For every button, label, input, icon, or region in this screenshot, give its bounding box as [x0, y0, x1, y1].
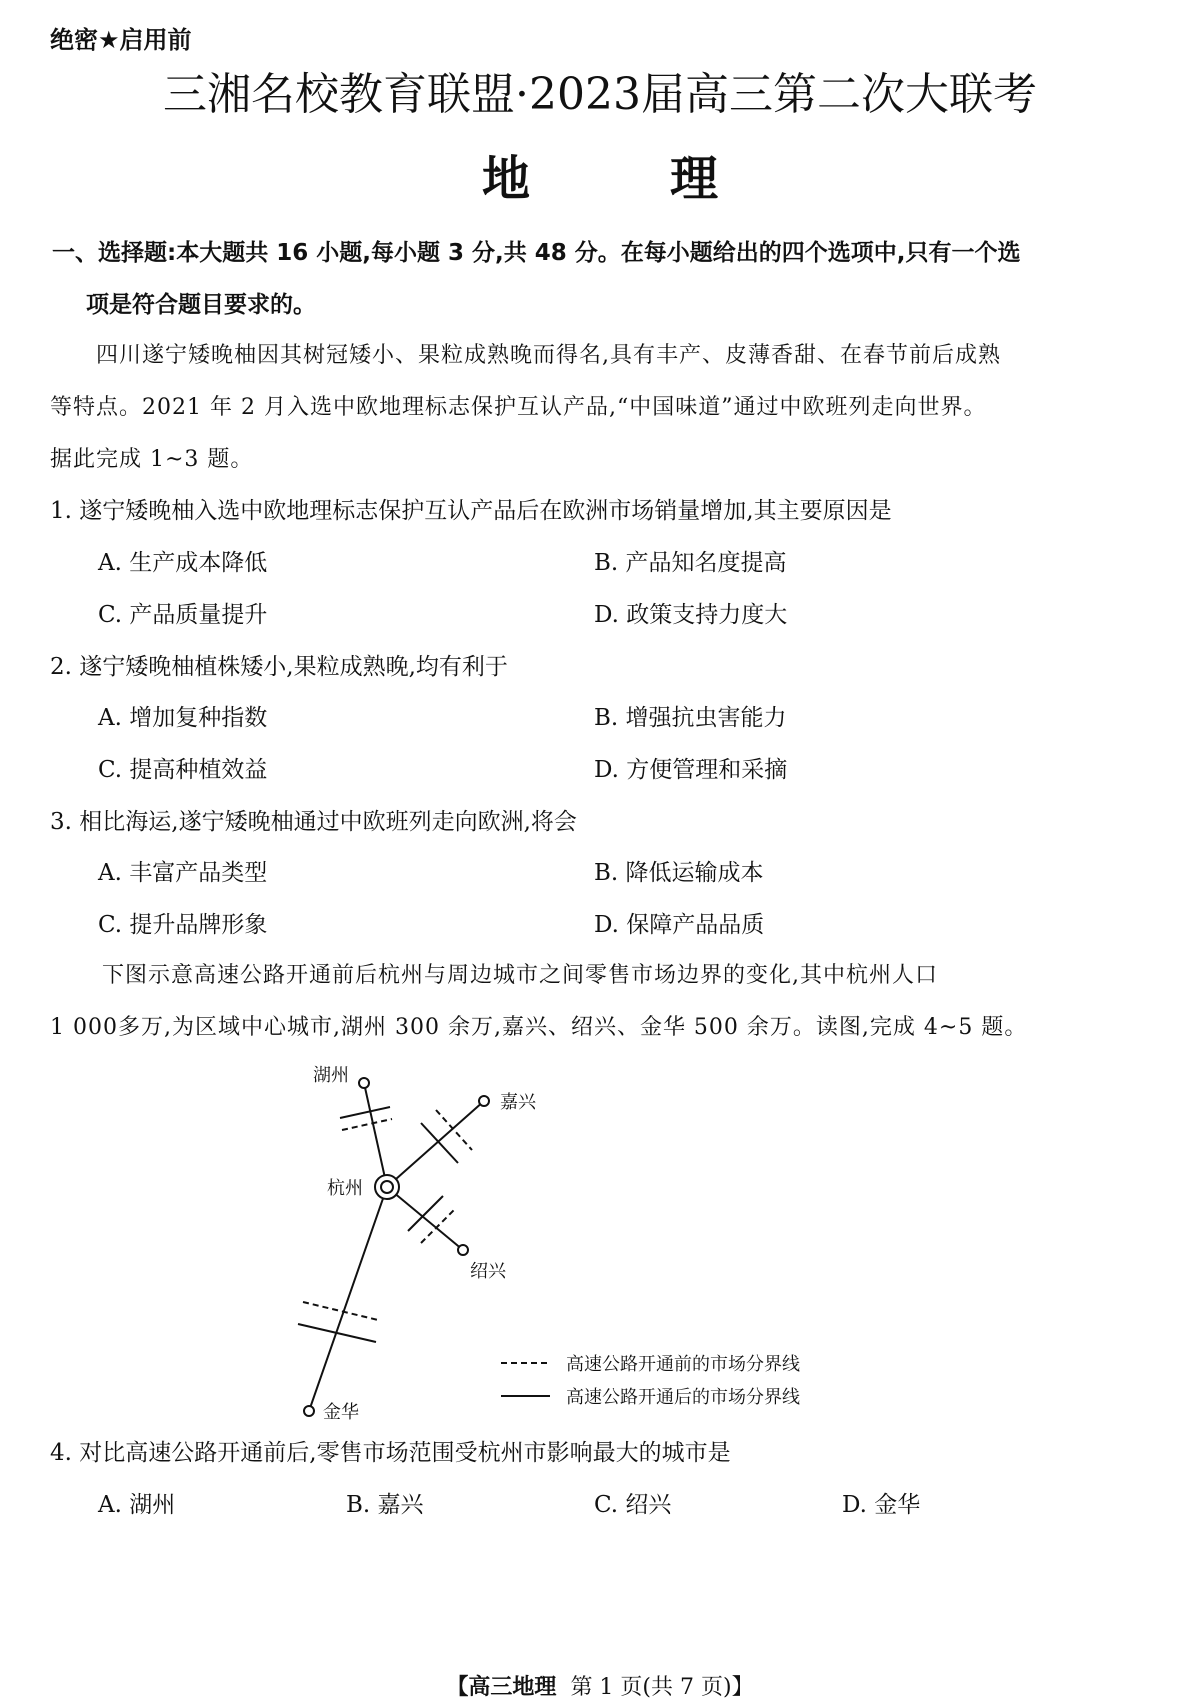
question-2-stem: 2. 遂宁矮晚柚植株矮小,果粒成熟晚,均有利于 — [50, 654, 508, 680]
label-shaoxing: 绍兴 — [470, 1261, 506, 1282]
section-heading-line1: 一、选择题:本大题共 16 小题,每小题 3 分,共 48 分。在每小题给出的四个选项中,只有一个选 — [52, 240, 1021, 266]
label-jinhua: 金华 — [323, 1402, 359, 1423]
question-1-stem: 1. 遂宁矮晚柚入选中欧地理标志保护互认产品后在欧洲市场销量增加,其主要原因是 — [50, 498, 892, 524]
label-jiaxing: 嘉兴 — [500, 1092, 536, 1113]
question-4-stem: 4. 对比高速公路开通前后,零售市场范围受杭州市影响最大的城市是 — [50, 1440, 731, 1466]
label-hangzhou: 杭州 — [327, 1178, 363, 1199]
road-huzhou — [364, 1083, 387, 1187]
boundary-after-huzhou — [340, 1107, 390, 1118]
passage2-line2: 1 000多万,为区域中心城市,湖州 300 余万,嘉兴、绍兴、金华 500 余万。读图,完成 4~5 题。 — [50, 1015, 1028, 1040]
question-2-option-a: A. 增加复种指数 — [98, 705, 268, 731]
page-footer — [0, 1670, 1200, 1701]
road-jiaxing — [387, 1101, 484, 1187]
question-4-option-c: C. 绍兴 — [594, 1492, 672, 1518]
label-huzhou: 湖州 — [313, 1065, 349, 1086]
city-node-jiaxing — [479, 1096, 489, 1106]
footer-label: 【高三地理 — [446, 1675, 557, 1700]
question-1-option-b: B. 产品知名度提高 — [594, 550, 787, 576]
subject-title: 地理 — [481, 151, 858, 207]
footer-page-number: 第 1 页(共 7 页)】 — [570, 1675, 754, 1700]
section-heading-line2: 项是符合题目要求的。 — [86, 292, 316, 318]
city-node-jinhua — [304, 1406, 314, 1416]
passage2-line1: 下图示意高速公路开通前后杭州与周边城市之间零售市场边界的变化,其中杭州人口 — [102, 963, 938, 988]
city-node-shaoxing — [458, 1245, 468, 1255]
road-shaoxing — [387, 1187, 463, 1250]
exam-title: 三湘名校教育联盟·2023届高三第二次大联考 — [163, 69, 1037, 120]
passage1-line2: 等特点。2021 年 2 月入选中欧地理标志保护互认产品,“中国味道”通过中欧班列走向世界。 — [50, 395, 987, 420]
question-2-option-c: C. 提高种植效益 — [98, 757, 268, 783]
question-1-option-d: D. 政策支持力度大 — [594, 602, 788, 628]
question-3-option-c: C. 提升品牌形象 — [98, 912, 268, 938]
city-node-hangzhou-inner — [381, 1181, 393, 1193]
question-3-stem: 3. 相比海运,遂宁矮晚柚通过中欧班列走向欧洲,将会 — [50, 809, 577, 835]
question-4-option-b: B. 嘉兴 — [346, 1492, 424, 1518]
boundary-after-jinhua — [298, 1324, 376, 1342]
legend-solid-text: 高速公路开通后的市场分界线 — [566, 1387, 800, 1408]
question-1-option-a: A. 生产成本降低 — [98, 550, 268, 576]
boundary-before-huzhou — [342, 1119, 392, 1130]
question-4-option-a: A. 湖州 — [98, 1492, 176, 1518]
question-3-option-d: D. 保障产品品质 — [594, 912, 765, 938]
boundary-before-jinhua — [303, 1302, 378, 1320]
question-4-option-d: D. 金华 — [842, 1492, 921, 1518]
confidential-label: 绝密★启用前 — [50, 26, 192, 54]
legend-dashed-text: 高速公路开通前的市场分界线 — [566, 1354, 800, 1375]
question-2-option-d: D. 方便管理和采摘 — [594, 757, 788, 783]
city-node-huzhou — [359, 1078, 369, 1088]
passage1-line1: 四川遂宁矮晚柚因其树冠矮小、果粒成熟晚而得名,具有丰产、皮薄香甜、在春节前后成熟 — [96, 343, 1001, 368]
passage1-line3: 据此完成 1~3 题。 — [50, 447, 254, 472]
road-jinhua — [309, 1187, 387, 1411]
question-2-option-b: B. 增强抗虫害能力 — [594, 705, 787, 731]
question-3-option-b: B. 降低运输成本 — [594, 860, 764, 886]
question-1-option-c: C. 产品质量提升 — [98, 602, 268, 628]
question-3-option-a: A. 丰富产品类型 — [98, 860, 268, 886]
